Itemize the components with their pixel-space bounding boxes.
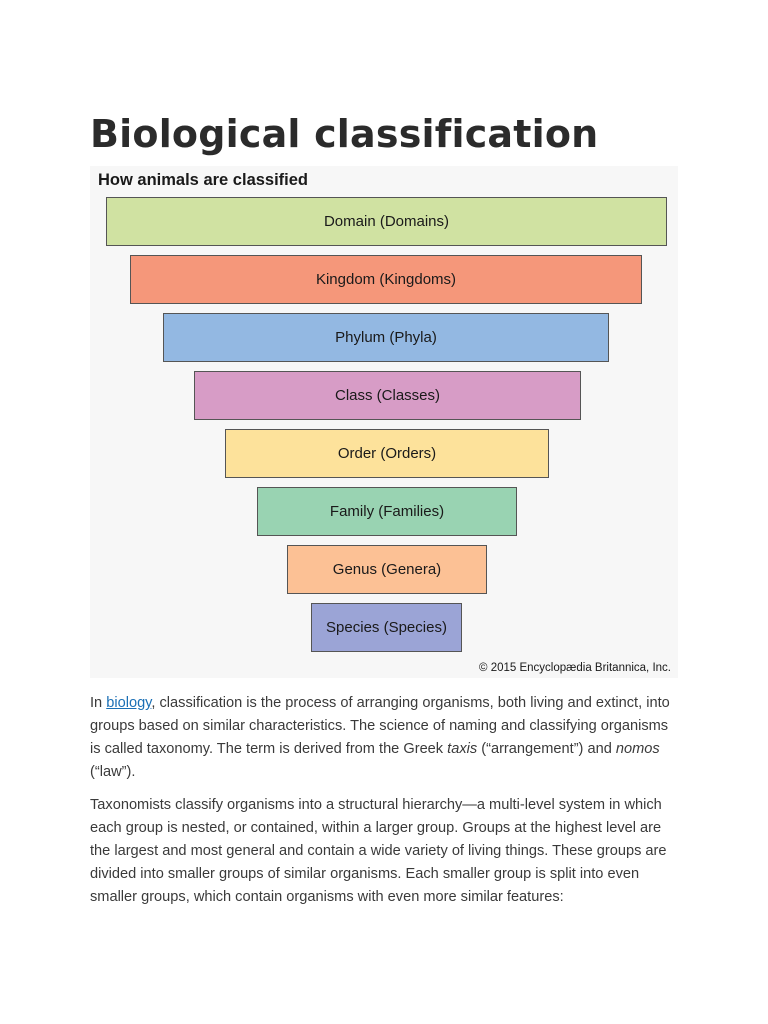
figure-credit: © 2015 Encyclopædia Britannica, Inc. xyxy=(479,662,671,674)
rank-family xyxy=(257,487,517,536)
rank-label: Phylum (Phyla) xyxy=(335,329,437,346)
text: (“law”). xyxy=(90,764,136,780)
rank-kingdom xyxy=(130,255,642,304)
rank-label: Species (Species) xyxy=(326,619,447,636)
text: (“arrangement”) and xyxy=(477,741,616,757)
rank-species xyxy=(311,603,462,652)
rank-label: Kingdom (Kingdoms) xyxy=(315,271,457,288)
rank-label: Class (Classes) xyxy=(334,387,440,404)
intro-paragraph xyxy=(90,692,680,784)
rank-label: Domain (Domains) xyxy=(323,213,450,230)
text: In xyxy=(90,695,107,711)
rank-phylum xyxy=(163,313,609,362)
rank-label: Family (Families) xyxy=(329,503,445,520)
rank-domain xyxy=(106,197,667,246)
hierarchy-paragraph: Taxonomists classify organisms into a structural hierarchy—a multi-level system in which each group is nested, or contained, within a larger group. Groups at the highest level are the largest and most general and contain a wide variety of living things. These groups are divided into smaller groups of similar organisms. Each smaller group is split into even smaller groups, which contain organisms with even more similar features: xyxy=(90,797,667,905)
rank-label: Genus (Genera) xyxy=(332,561,442,578)
classification-figure xyxy=(90,166,678,678)
biology-link[interactable]: biology xyxy=(106,695,152,711)
term-nomos: nomos xyxy=(615,741,660,757)
page-title: Biological classification xyxy=(90,112,599,156)
rank-order xyxy=(225,429,549,478)
figure-heading: How animals are classified xyxy=(98,171,309,189)
rank-genus xyxy=(287,545,487,594)
rank-label: Order (Orders) xyxy=(337,445,437,462)
text: , classification is the process of arranging organisms, both living and extinct, into groups based on similar characteristics. The science of naming and classifying organisms is called taxonomy. The term is derived from the Greek xyxy=(90,695,670,757)
rank-class xyxy=(194,371,581,420)
term-taxis: taxis xyxy=(447,741,478,757)
